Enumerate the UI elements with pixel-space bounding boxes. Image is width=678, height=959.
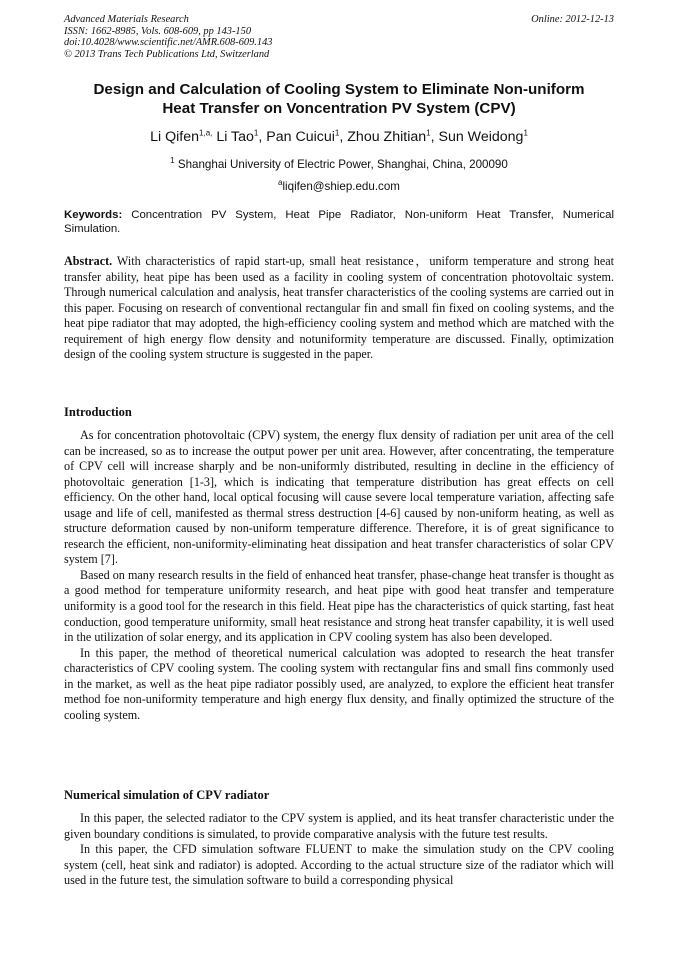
- section-heading-numerical-simulation: Numerical simulation of CPV radiator: [64, 788, 270, 802]
- author: Zhou Zhitian$^1$,: [347, 128, 435, 145]
- keywords-label: Keywords:: [64, 209, 123, 221]
- section-heading-introduction: Introduction: [64, 405, 132, 419]
- title-line-1: Design and Calculation of Cooling System to Eliminate Non-uniform: [93, 81, 585, 98]
- doi-line[interactable]: doi:10.4028/www.scientific.net/AMR.608-609.143: [64, 37, 273, 48]
- online-date: Online: 2012-12-13: [531, 14, 614, 25]
- keywords-text: Concentration PV System, Heat Pipe Radiator, Non-uniform Heat Transfer, Numerical Simulation.: [64, 209, 614, 236]
- paragraph: In this paper, the method of theoretical numerical calculation was adopted to research the heat transfer characteristics of CPV cooling system. The cooling system with rectangular fins and small fins commonly used in the market, as well as the heat pipe radiator possibly used, are analyzed, to explore the efficient heat transfer method foe non-uniformity temperature and high energy flux density, and finally optimized the structure of the cooling system.: [64, 645, 614, 722]
- issn-line: ISSN: 1662-8985, Vols. 608-609, pp 143-150: [64, 25, 252, 37]
- simulation-body: [64, 811, 614, 889]
- title-line-2: Heat Transfer on Voncentration PV System (CPV): [162, 100, 516, 117]
- paragraph: Based on many research results in the field of enhanced heat transfer, phase-change heat transfer is thought as a good method for temperature uniformity research, and heat pipe with good heat transfer and temperature uniformity is a good tool for the research in this field. Heat pipe has the characteristics of quick starting, fast heat conduction, good temperature uniformity, small heat resistance and strong heat transfer capability, it is well used in the utilization of solar energy, and its application in CPV cooling system has also been developed.: [64, 567, 614, 645]
- paragraph: In this paper, the CFD simulation software FLUENT to make the simulation study on the CPV cooling system (cell, heat sink and radiator) is adopted. According to the actual structure size of the radiator which will used in the future test, the simulation software to build a corresponding physical: [64, 842, 614, 888]
- abstract-text: With characteristics of rapid start-up, small heat resistance，uniform temperature and strong heat transfer ability, heat pipe has been used as a facility in cooling system of concentration photovoltaic system. Through numerical calculation and analysis, heat transfer characteristics of the cooling systems are carried out in this paper. Focusing on research of conventional rectangular fin and small fin fixed on cooling systems, and the heat pipe radiator that may adopted, the high-efficiency cooling system and method which are matched with the requirement of high energy flow density and notuniformity temperature are discussed. Finally, optimization design of the cooling system structure is suggested in the paper.: [64, 254, 614, 362]
- introduction-body: [64, 428, 614, 723]
- keywords: [64, 208, 614, 236]
- abstract-label: Abstract.: [64, 254, 113, 268]
- author: Li Qifen$^{1,a,}$: [150, 128, 213, 145]
- author: Pan Cuicui$^1$,: [266, 128, 344, 145]
- journal-name: Advanced Materials Research: [64, 14, 189, 25]
- author-email[interactable]: $^a$liqifen@shiep.edu.com: [278, 178, 400, 193]
- paragraph: As for concentration photovoltaic (CPV) system, the energy flux density of radiation per unit area of the cell can be increased, so as to increase the output power per unit area. However, after concentrating, the temperature of CPV cell will increase sharply and be non-uniformly distributed, resulting in decline in the efficiency of photovoltaic generation [1-3], which is indicating that temperature distribution has great effects on cell efficiency. On the other hand, local optical focusing will cause severe local temperature variation, affecting safe usage and life of cell, manifested as thermal stress destruction [4-6] caused by non-uniform heating, as well as structure deformation caused by non-uniform temperature difference. Therefore, it is of great significance to research the efficient, non-uniformity-eliminating heat dissipation and heat transfer characteristics of solar CPV system [7].: [64, 428, 614, 567]
- abstract: [64, 254, 614, 363]
- author: Sun Weidong$^1$: [438, 128, 528, 145]
- paper-title: [64, 80, 614, 118]
- journal-header: [64, 14, 614, 60]
- author: Li Tao$^1$,: [216, 128, 263, 145]
- author-list: [64, 129, 614, 145]
- paragraph: In this paper, the selected radiator to the CPV system is applied, and its heat transfer characteristic under the given boundary conditions is simulated, to provide comparative analysis with the future test results.: [64, 811, 614, 841]
- copyright-line: © 2013 Trans Tech Publications Ltd, Switzerland: [64, 48, 270, 60]
- affiliation: $^1$ Shanghai University of Electric Power, Shanghai, China, 200090: [170, 156, 508, 171]
